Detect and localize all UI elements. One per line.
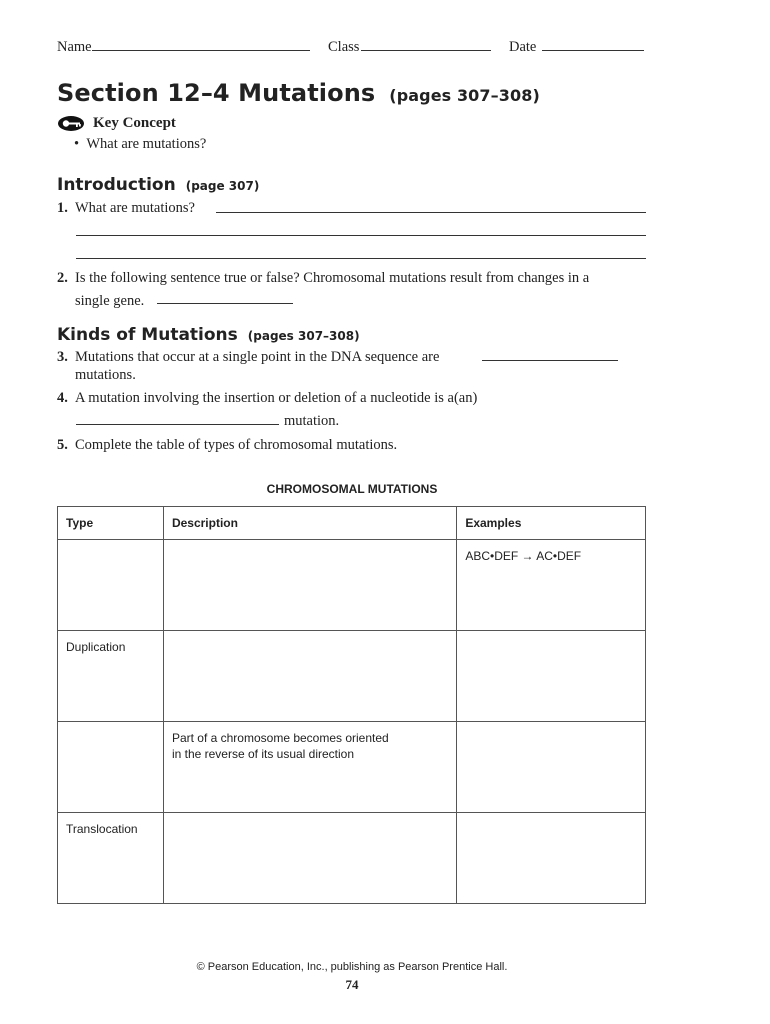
question-3-number: 3.: [57, 349, 68, 365]
table-title: CHROMOSOMAL MUTATIONS: [266, 482, 438, 496]
row4-type: Translocation: [66, 822, 138, 836]
row3-example-cell[interactable]: [457, 722, 646, 813]
question-2: [57, 268, 589, 288]
table-row: [58, 540, 646, 631]
row2-description: [164, 631, 456, 639]
date-blank[interactable]: [542, 38, 644, 51]
row4-type-cell[interactable]: [58, 813, 164, 904]
key-concept-bullet: [74, 136, 206, 153]
answer-line-1c[interactable]: [76, 258, 646, 259]
kinds-heading-text: Kinds of Mutations: [57, 325, 238, 345]
class-label: Class: [328, 39, 360, 55]
table-row: [58, 722, 646, 813]
header-examples: Examples: [457, 507, 646, 540]
question-2-number: 2.: [57, 270, 68, 286]
row1-example-cell[interactable]: [457, 540, 646, 631]
question-4: [57, 388, 477, 408]
answer-line-3[interactable]: [482, 360, 618, 361]
question-2-text: Is the following sentence true or false? Chromosomal mutations result from changes in a: [75, 270, 590, 286]
row4-example: [457, 813, 645, 821]
question-3-text: Mutations that occur at a single point in the DNA sequence are: [75, 349, 440, 365]
kinds-heading: [57, 325, 360, 345]
row1-description: [164, 540, 456, 548]
question-3-continued: mutations.: [75, 367, 136, 383]
name-field: [57, 38, 310, 56]
question-4-number: 4.: [57, 390, 68, 406]
name-blank[interactable]: [92, 38, 310, 51]
row1-description-cell[interactable]: [163, 540, 456, 631]
kinds-pages: (pages 307–308): [247, 329, 360, 343]
question-1: [57, 198, 195, 218]
row2-type: Duplication: [66, 640, 126, 654]
header-type: Type: [58, 507, 164, 540]
copyright: © Pearson Education, Inc., publishing as Pearson Prentice Hall.: [196, 961, 508, 973]
row4-example-cell[interactable]: [457, 813, 646, 904]
question-5-number: 5.: [57, 437, 68, 453]
row3-example: [457, 722, 645, 730]
name-label: Name: [57, 39, 92, 55]
introduction-pages: (page 307): [185, 179, 260, 193]
row3-description-cell: [163, 722, 456, 813]
row2-example-cell[interactable]: [457, 631, 646, 722]
section-title: [57, 79, 540, 107]
question-5-text: Complete the table of types of chromosomal mutations.: [75, 437, 398, 453]
date-field: [509, 38, 644, 56]
introduction-heading-text: Introduction: [57, 175, 176, 195]
row4-description-cell[interactable]: [163, 813, 456, 904]
header-description: Description: [163, 507, 456, 540]
bullet-dot: •: [74, 136, 87, 152]
row3-type: [58, 722, 163, 730]
question-4-continued: mutation.: [284, 413, 340, 429]
class-field: [328, 38, 491, 56]
key-concept-label: Key Concept: [93, 115, 176, 131]
key-icon: [57, 115, 85, 132]
answer-line-4[interactable]: [76, 424, 279, 425]
row2-example: [457, 631, 645, 639]
row2-type-cell[interactable]: [58, 631, 164, 722]
question-4-text: A mutation involving the insertion or deletion of a nucleotide is a(an): [75, 390, 478, 406]
section-title-pages: (pages 307–308): [389, 86, 540, 105]
row1-type: [58, 540, 163, 548]
question-2-continued: single gene.: [75, 293, 145, 309]
answer-line-2[interactable]: [157, 303, 293, 304]
row3-description-line2: in the reverse of its usual direction: [171, 747, 355, 761]
table-header-row: [58, 507, 646, 540]
row1-example: ABC•DEF → AC•DEF: [465, 549, 582, 563]
class-blank[interactable]: [361, 38, 491, 51]
introduction-heading: [57, 175, 259, 195]
question-1-text: What are mutations?: [75, 200, 195, 216]
row3-description-line1: Part of a chromosome becomes oriented: [171, 731, 389, 745]
row3-type-cell[interactable]: [58, 722, 164, 813]
answer-line-1a[interactable]: [216, 212, 646, 213]
key-concept-question: What are mutations?: [86, 136, 207, 152]
question-3: [57, 347, 439, 367]
row1-type-cell[interactable]: [58, 540, 164, 631]
row2-description-cell[interactable]: [163, 631, 456, 722]
answer-line-1b[interactable]: [76, 235, 646, 236]
question-5: [57, 435, 397, 455]
section-title-main: Section 12–4 Mutations: [57, 79, 376, 107]
question-1-number: 1.: [57, 200, 68, 216]
row3-description: [164, 722, 456, 762]
chromosomal-mutations-table: [57, 506, 646, 904]
page-number: 74: [345, 977, 359, 992]
row4-description: [164, 813, 456, 821]
date-label: Date: [509, 39, 537, 55]
table-row: [58, 631, 646, 722]
table-row: [58, 813, 646, 904]
